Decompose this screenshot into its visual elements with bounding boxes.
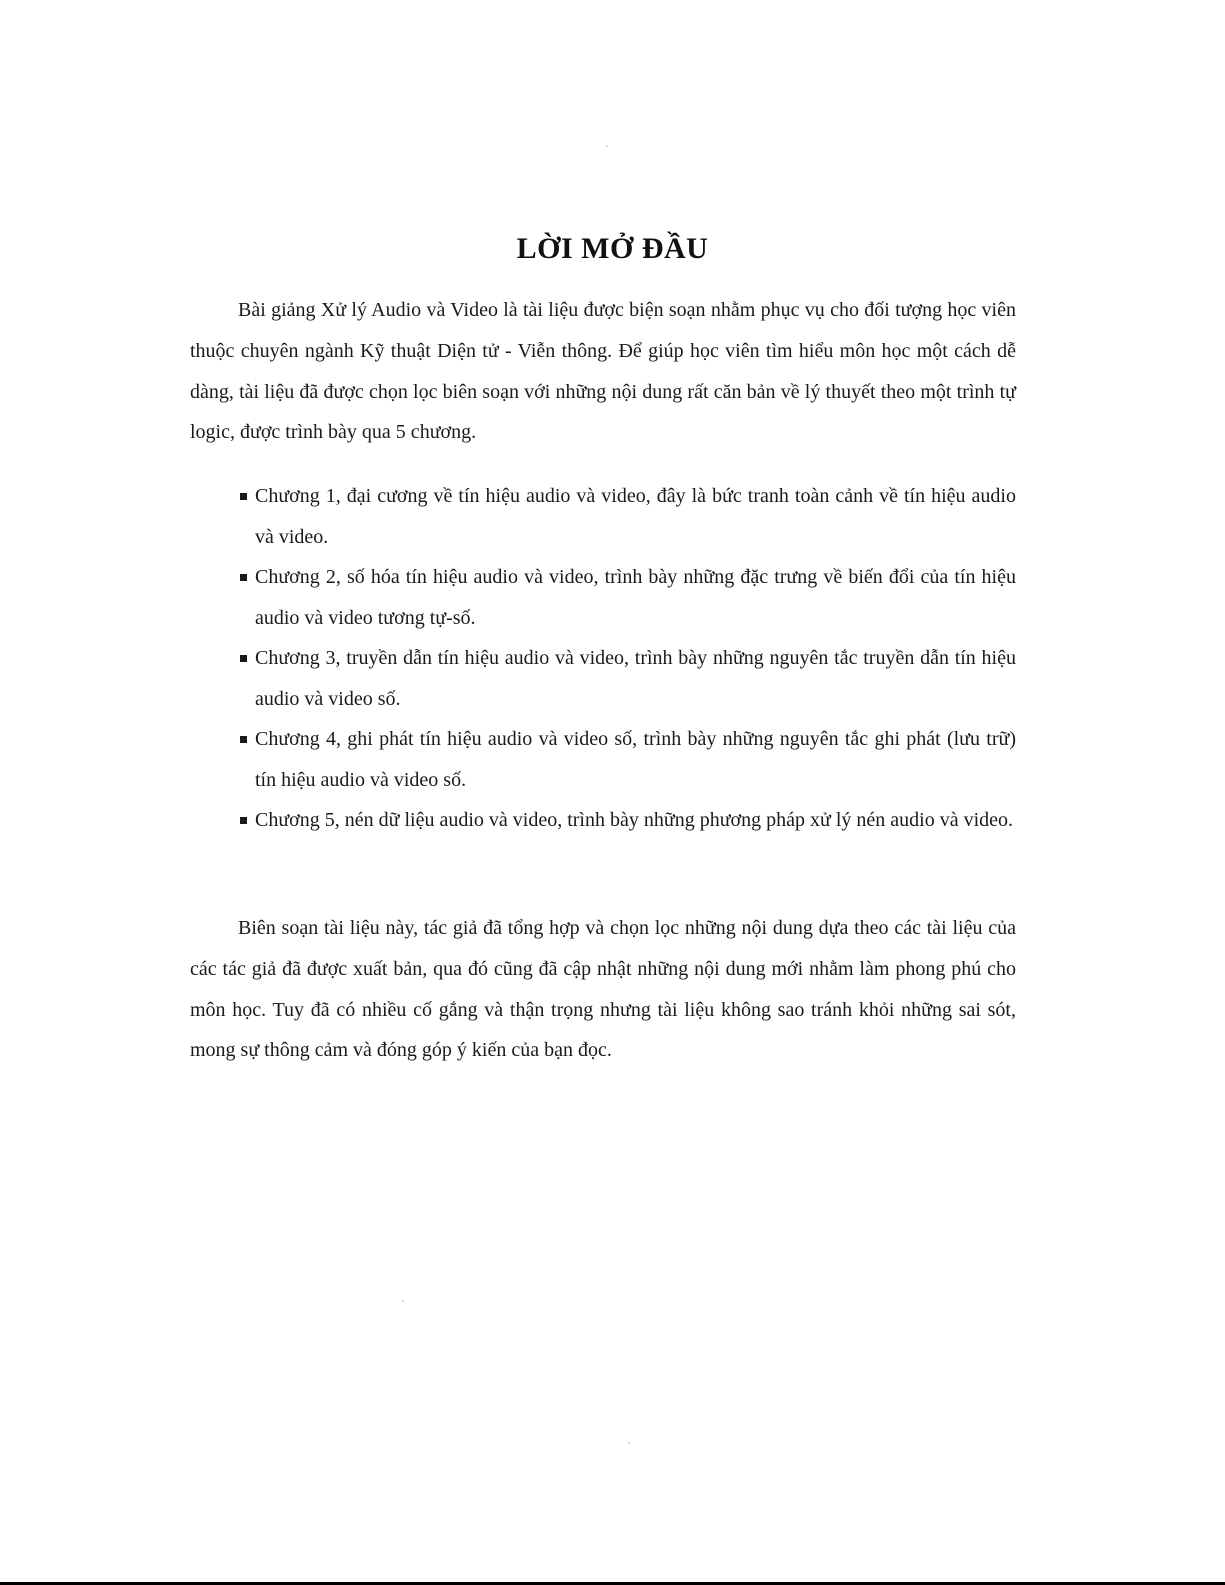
list-item bbox=[240, 638, 1016, 719]
list-item bbox=[240, 476, 1016, 557]
chapter-2-text: Chương 2, số hóa tín hiệu audio và video, trình bày những đặc trưng về biến đổi của tín hiệu audio và video tương tự-số. bbox=[255, 566, 1016, 629]
scan-speck bbox=[606, 145, 608, 147]
intro-paragraph: Bài giảng Xử lý Audio và Video là tài liệu được biện soạn nhằm phục vụ cho đối tượng học viên thuộc chuyên ngành Kỹ thuật Diện tử - Viễn thông. Để giúp học viên tìm hiểu môn học một cách dễ dàng, tài liệu đã được chọn lọc biên soạn với những nội dung rất căn bản về lý thuyết theo một trình tự logic, được trình bày qua 5 chương. bbox=[190, 299, 1016, 444]
list-item bbox=[240, 719, 1016, 800]
list-item bbox=[240, 557, 1016, 638]
chapter-3-text: Chương 3, truyền dẫn tín hiệu audio và video, trình bày những nguyên tắc truyền dẫn tín hiệu audio và video số. bbox=[255, 647, 1016, 710]
scan-speck bbox=[628, 1442, 630, 1444]
bullet-square-icon bbox=[240, 736, 247, 743]
chapter-5-text: Chương 5, nén dữ liệu audio và video, trình bày những phương pháp xử lý nén audio và video. bbox=[255, 809, 1014, 831]
bullet-square-icon bbox=[240, 493, 247, 500]
page-title: LỜI MỞ ĐẦU bbox=[516, 232, 709, 266]
chapter-1-text: Chương 1, đại cương về tín hiệu audio và video, đây là bức tranh toàn cảnh về tín hiệu audio và video. bbox=[255, 485, 1016, 548]
closing-paragraph: Biên soạn tài liệu này, tác giả đã tổng hợp và chọn lọc những nội dung dựa theo các tài liệu của các tác giả đã được xuất bản, qua đó cũng đã cập nhật những nội dung mới nhằm làm phong phú cho môn học. Tuy đã có nhiều cố gắng và thận trọng nhưng tài liệu không sao tránh khỏi những sai sót, mong sự thông cảm và đóng góp ý kiến của bạn đọc. bbox=[190, 917, 1016, 1062]
chapter-list bbox=[240, 476, 1016, 841]
scan-speck bbox=[402, 1300, 404, 1302]
list-item bbox=[240, 800, 1016, 841]
bullet-square-icon bbox=[240, 655, 247, 662]
bullet-square-icon bbox=[240, 817, 247, 824]
chapter-4-text: Chương 4, ghi phát tín hiệu audio và video số, trình bày những nguyên tắc ghi phát (lưu trữ) tín hiệu audio và video số. bbox=[255, 728, 1016, 791]
bullet-square-icon bbox=[240, 574, 247, 581]
